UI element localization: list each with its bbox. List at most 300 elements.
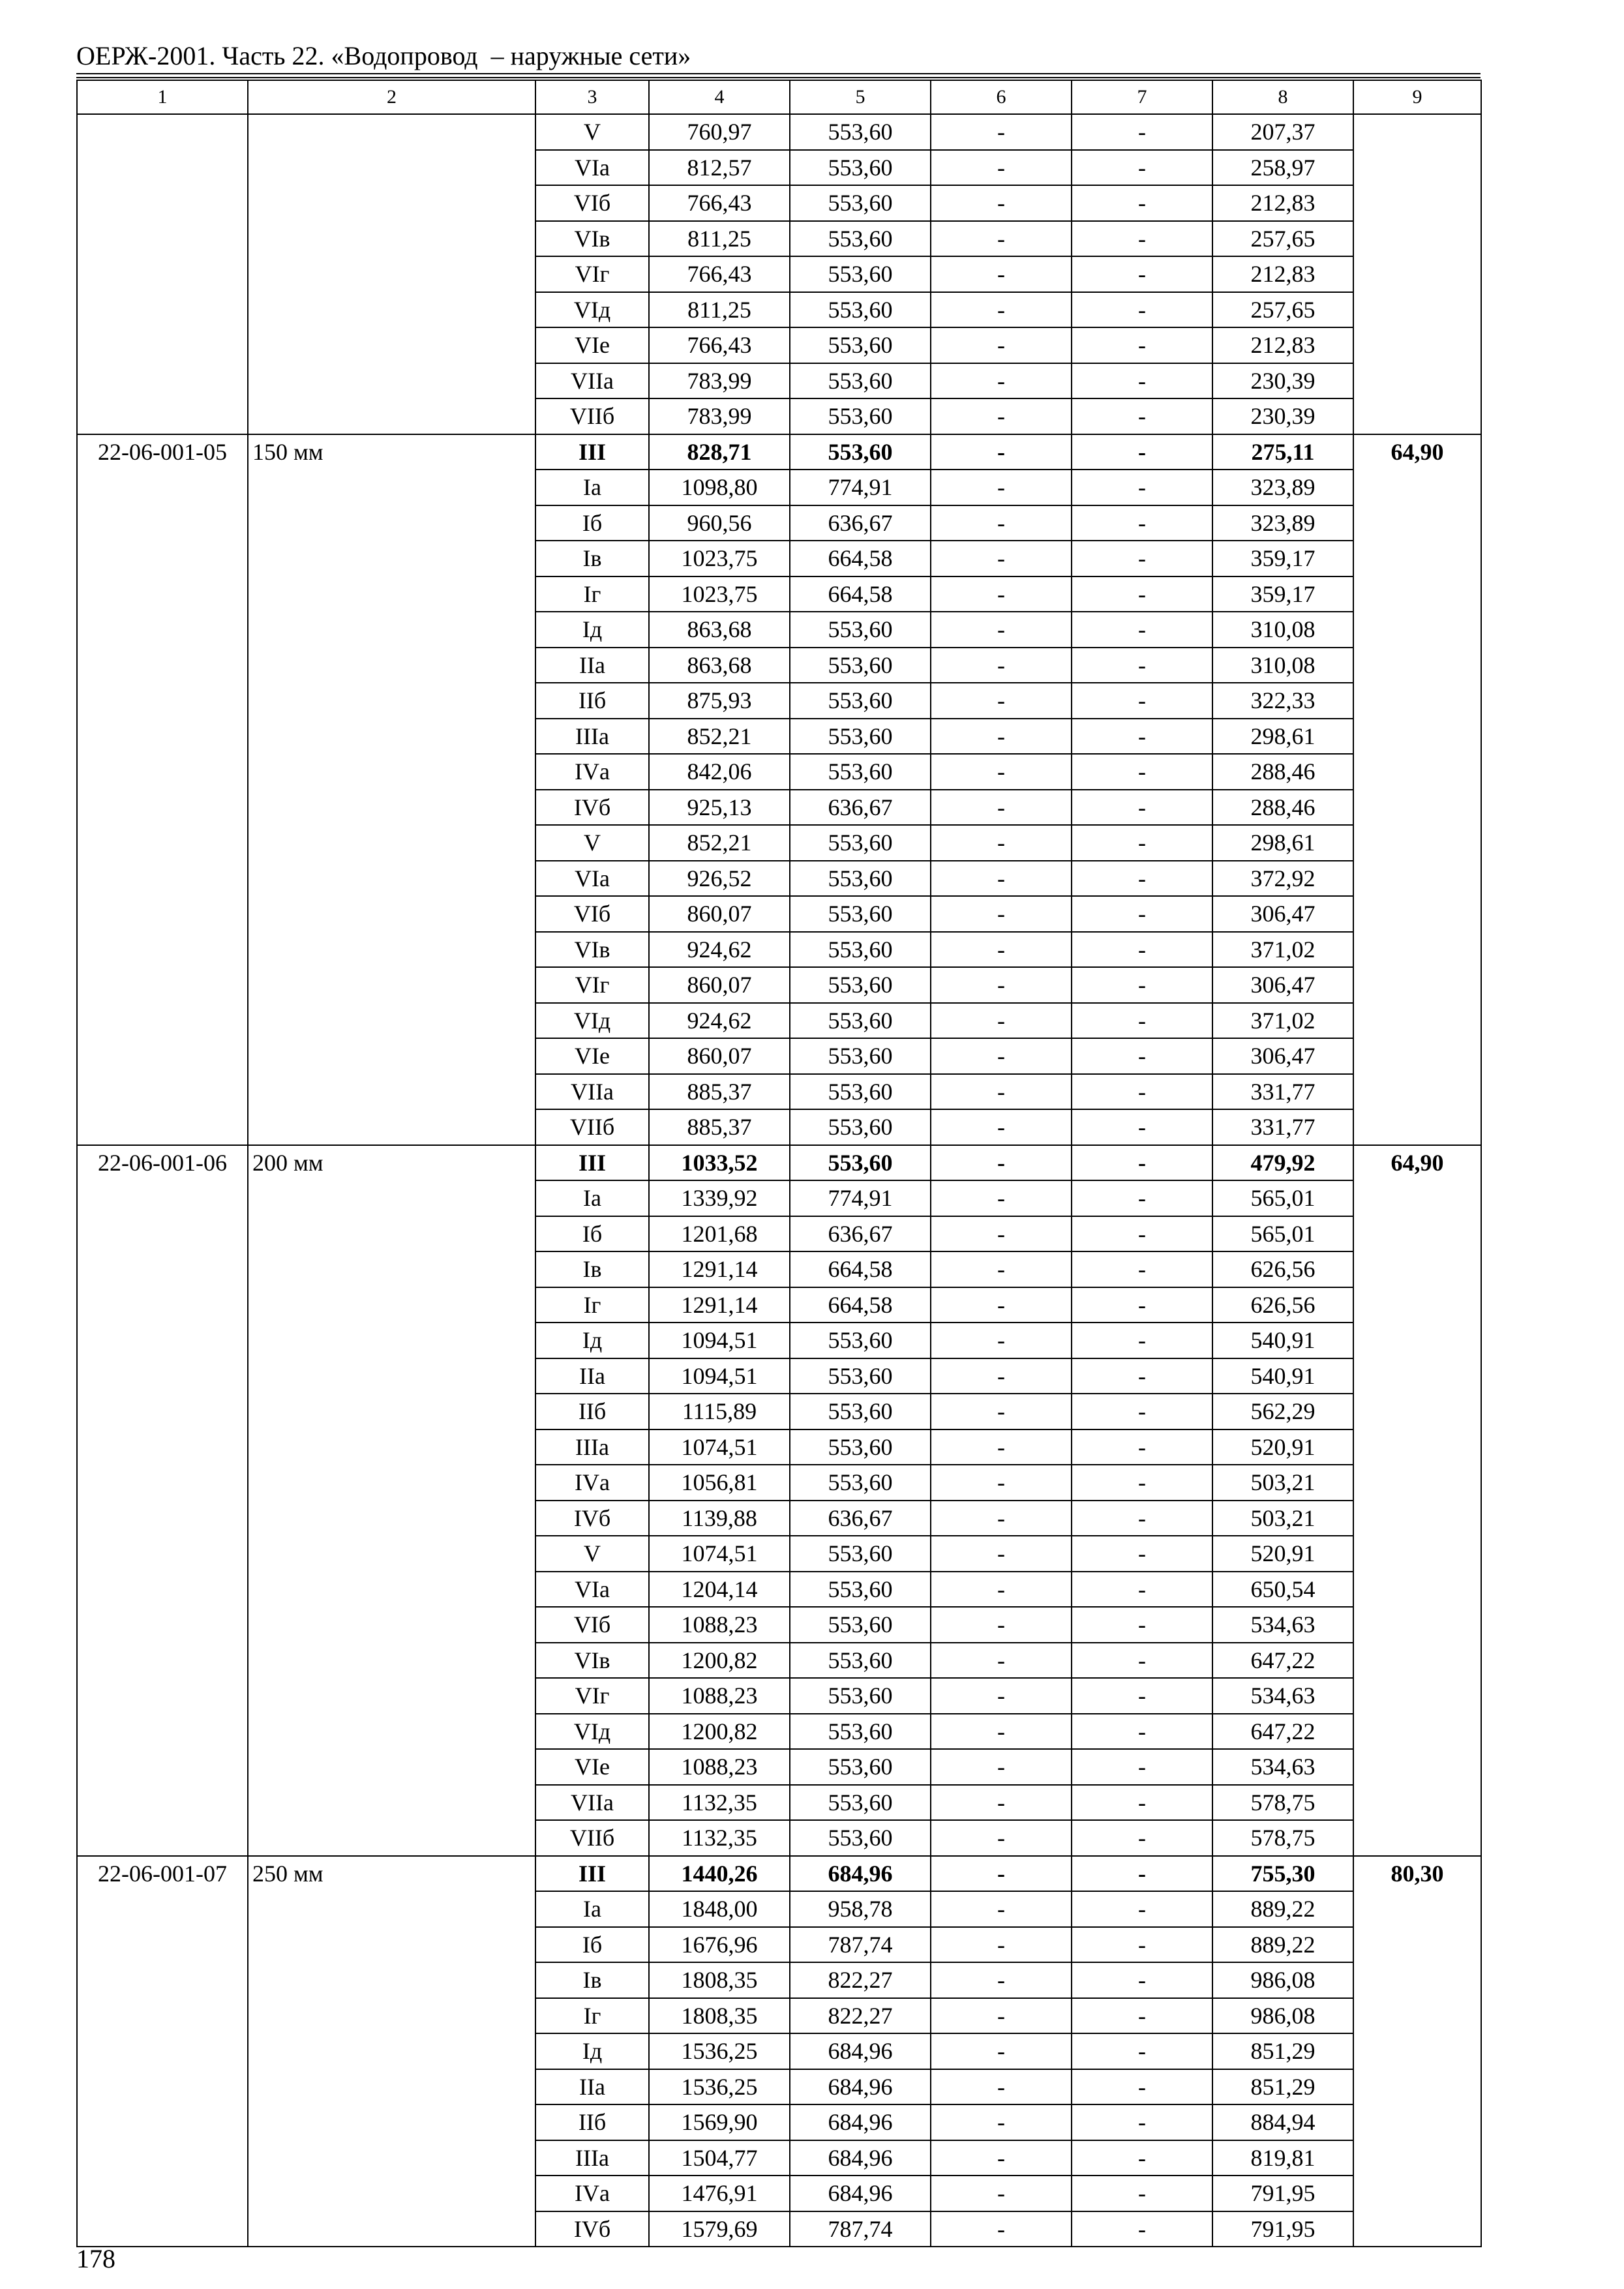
cell-col-9 [1353,2033,1481,2069]
cell-col-5: 553,60 [790,612,931,648]
rate-code-cell [77,363,248,399]
cell-col-6: - [931,292,1072,328]
cell-col-4: 860,07 [649,1038,790,1074]
cell-col-3: IIIа [535,719,649,755]
cell-col-5: 553,60 [790,434,931,470]
rate-code-cell [77,754,248,790]
pipe-diameter-cell [248,1501,535,1536]
cell-col-7: - [1072,2104,1212,2140]
table-row [77,1394,1481,1429]
page-header: ОЕРЖ-2001. Часть 22. «Водопровод – наружные сети» [76,41,691,70]
pipe-diameter-cell [248,1572,535,1608]
cell-col-4: 1023,75 [649,541,790,576]
cell-col-6: - [931,683,1072,719]
table-row [77,1109,1481,1145]
cell-col-8: 851,29 [1212,2033,1353,2069]
cell-col-6: - [931,1109,1072,1145]
table-row [77,896,1481,932]
cell-col-4: 1536,25 [649,2033,790,2069]
pipe-diameter-cell [248,327,535,363]
cell-col-9 [1353,150,1481,186]
rate-code-cell [77,825,248,861]
cell-col-5: 636,67 [790,505,931,541]
cell-col-5: 553,60 [790,185,931,221]
table-row [77,1714,1481,1750]
pipe-diameter-cell [248,1358,535,1394]
pipe-diameter-cell: 150 мм [248,434,535,470]
pipe-diameter-cell [248,292,535,328]
cell-col-7: - [1072,1607,1212,1643]
cell-col-4: 1536,25 [649,2069,790,2105]
rate-code-cell [77,1394,248,1429]
cell-col-4: 828,71 [649,434,790,470]
cell-col-7: - [1072,825,1212,861]
cell-col-3: VIа [535,861,649,897]
table-row [77,363,1481,399]
pipe-diameter-cell [248,1003,535,1039]
pipe-diameter-cell [248,1785,535,1821]
cell-col-5: 553,60 [790,1429,931,1465]
cell-col-5: 553,60 [790,754,931,790]
rate-code-cell [77,1465,248,1501]
cell-col-9 [1353,1074,1481,1110]
cell-col-5: 664,58 [790,541,931,576]
cell-col-8: 371,02 [1212,1003,1353,1039]
cell-col-3: VIа [535,1572,649,1608]
table-row [77,221,1481,257]
cell-col-5: 822,27 [790,1962,931,1998]
cell-col-6: - [931,327,1072,363]
cell-col-4: 1808,35 [649,1998,790,2034]
cell-col-5: 553,60 [790,1572,931,1608]
cell-col-6: - [931,2211,1072,2247]
cell-col-4: 1098,80 [649,470,790,505]
cell-col-5: 553,60 [790,1465,931,1501]
table-row [77,2033,1481,2069]
cell-col-5: 553,60 [790,1003,931,1039]
cell-col-9 [1353,648,1481,683]
cell-col-7: - [1072,1003,1212,1039]
cell-col-5: 636,67 [790,790,931,826]
table-row [77,327,1481,363]
cell-col-4: 766,43 [649,327,790,363]
table-row [77,1358,1481,1394]
cell-col-7: - [1072,1429,1212,1465]
cell-col-4: 860,07 [649,896,790,932]
cell-col-8: 986,08 [1212,1962,1353,1998]
cell-col-8: 258,97 [1212,150,1353,186]
rate-code-cell [77,932,248,968]
cell-col-9 [1353,363,1481,399]
cell-col-6: - [931,185,1072,221]
cell-col-3: VIв [535,932,649,968]
cell-col-4: 1676,96 [649,1927,790,1963]
rate-code-cell: 22-06-001-06 [77,1145,248,1181]
table-row [77,1038,1481,1074]
cell-col-9 [1353,612,1481,648]
cell-col-5: 958,78 [790,1891,931,1927]
cell-col-6: - [931,1643,1072,1679]
cell-col-5: 684,96 [790,2069,931,2105]
cell-col-9 [1353,221,1481,257]
pipe-diameter-cell [248,150,535,186]
cell-col-3: VIIа [535,1785,649,1821]
cell-col-8: 306,47 [1212,967,1353,1003]
cell-col-9 [1353,1820,1481,1856]
cell-col-9 [1353,541,1481,576]
rate-code-cell [77,719,248,755]
cell-col-7: - [1072,114,1212,150]
table-row [77,470,1481,505]
pipe-diameter-cell [248,967,535,1003]
rate-code-cell [77,1998,248,2034]
column-header-9: 9 [1353,80,1481,114]
cell-col-6: - [931,1394,1072,1429]
cell-col-8: 310,08 [1212,648,1353,683]
rate-code-cell [77,1287,248,1323]
cell-col-5: 774,91 [790,1180,931,1216]
cell-col-6: - [931,1714,1072,1750]
table-row [77,1323,1481,1358]
cell-col-7: - [1072,1358,1212,1394]
cell-col-7: - [1072,185,1212,221]
table-row [77,1678,1481,1714]
cell-col-5: 664,58 [790,1287,931,1323]
cell-col-9 [1353,398,1481,434]
cell-col-4: 852,21 [649,719,790,755]
cell-col-9 [1353,1394,1481,1429]
cell-col-6: - [931,1216,1072,1252]
rate-code-cell [77,576,248,612]
cell-col-7: - [1072,221,1212,257]
cell-col-3: VIIа [535,1074,649,1110]
cell-col-6: - [931,541,1072,576]
pipe-diameter-cell [248,1998,535,2034]
cell-col-5: 787,74 [790,2211,931,2247]
cell-col-4: 860,07 [649,967,790,1003]
table-row [77,1536,1481,1572]
rate-code-cell [77,292,248,328]
cell-col-6: - [931,861,1072,897]
cell-col-4: 1088,23 [649,1607,790,1643]
cell-col-7: - [1072,1180,1212,1216]
cell-col-8: 359,17 [1212,576,1353,612]
cell-col-9 [1353,1501,1481,1536]
cell-col-4: 1204,14 [649,1572,790,1608]
rate-code-cell [77,150,248,186]
cell-col-4: 1504,77 [649,2140,790,2176]
cell-col-6: - [931,150,1072,186]
pipe-diameter-cell [248,2069,535,2105]
cell-col-9 [1353,1038,1481,1074]
cell-col-8: 578,75 [1212,1820,1353,1856]
cell-col-3: IIа [535,1358,649,1394]
table-row [77,861,1481,897]
cell-col-8: 331,77 [1212,1074,1353,1110]
table-row [77,434,1481,470]
pipe-diameter-cell [248,1714,535,1750]
cell-col-9 [1353,1714,1481,1750]
rate-code-cell [77,1891,248,1927]
cell-col-3: VIв [535,1643,649,1679]
cell-col-7: - [1072,1038,1212,1074]
cell-col-9 [1353,1785,1481,1821]
cell-col-8: 534,63 [1212,1749,1353,1785]
rate-code-cell [77,327,248,363]
cell-col-7: - [1072,1927,1212,1963]
table-row [77,114,1481,150]
cell-col-3: Iб [535,505,649,541]
cell-col-4: 1023,75 [649,576,790,612]
cell-col-3: III [535,434,649,470]
cell-col-9 [1353,1003,1481,1039]
cell-col-8: 310,08 [1212,612,1353,648]
cell-col-6: - [931,1607,1072,1643]
cell-col-7: - [1072,967,1212,1003]
cell-col-5: 553,60 [790,327,931,363]
cell-col-5: 553,60 [790,292,931,328]
table-row [77,576,1481,612]
pipe-diameter-cell [248,683,535,719]
rate-code-cell: 22-06-001-05 [77,434,248,470]
table-row [77,967,1481,1003]
cell-col-5: 664,58 [790,1251,931,1287]
cell-col-7: - [1072,1856,1212,1892]
cell-col-5: 553,60 [790,114,931,150]
rate-code-cell [77,1358,248,1394]
cell-col-4: 875,93 [649,683,790,719]
pipe-diameter-cell [248,790,535,826]
pipe-diameter-cell: 250 мм [248,1856,535,1892]
cell-col-8: 372,92 [1212,861,1353,897]
cell-col-5: 553,60 [790,1678,931,1714]
cell-col-4: 1339,92 [649,1180,790,1216]
cell-col-6: - [931,1003,1072,1039]
cell-col-8: 889,22 [1212,1927,1353,1963]
cell-col-3: Iв [535,541,649,576]
pipe-diameter-cell [248,1678,535,1714]
cell-col-5: 664,58 [790,576,931,612]
cell-col-4: 885,37 [649,1074,790,1110]
cell-col-3: VIе [535,1038,649,1074]
cell-col-6: - [931,2033,1072,2069]
table-row [77,292,1481,328]
cell-col-9 [1353,2211,1481,2247]
cell-col-3: III [535,1856,649,1892]
cell-col-5: 553,60 [790,1607,931,1643]
cell-col-3: IIб [535,1394,649,1429]
header-rule-bottom [76,77,1481,78]
table-row [77,825,1481,861]
cell-col-5: 684,96 [790,1856,931,1892]
cell-col-5: 553,60 [790,1643,931,1679]
rate-code-cell [77,398,248,434]
cell-col-6: - [931,932,1072,968]
cell-col-7: - [1072,1785,1212,1821]
cell-col-9 [1353,1962,1481,1998]
table-row [77,932,1481,968]
cell-col-3: VIIб [535,398,649,434]
cell-col-7: - [1072,2176,1212,2211]
rate-code-cell [77,1927,248,1963]
cell-col-9 [1353,185,1481,221]
cell-col-7: - [1072,1962,1212,1998]
cell-col-3: Iб [535,1216,649,1252]
cell-col-7: - [1072,612,1212,648]
cell-col-5: 553,60 [790,1109,931,1145]
cell-col-7: - [1072,1145,1212,1181]
pipe-diameter-cell [248,1643,535,1679]
rate-code-cell [77,896,248,932]
cell-col-7: - [1072,1251,1212,1287]
rate-code-cell [77,1714,248,1750]
cell-col-7: - [1072,754,1212,790]
cell-col-8: 534,63 [1212,1607,1353,1643]
cell-col-8: 562,29 [1212,1394,1353,1429]
cell-col-3: VIг [535,256,649,292]
pipe-diameter-cell [248,932,535,968]
cell-col-9 [1353,2069,1481,2105]
cell-col-3: IVа [535,2176,649,2211]
cell-col-5: 553,60 [790,825,931,861]
cell-col-8: 331,77 [1212,1109,1353,1145]
cell-col-4: 924,62 [649,932,790,968]
cell-col-7: - [1072,1749,1212,1785]
cell-col-4: 1139,88 [649,1501,790,1536]
cell-col-9 [1353,967,1481,1003]
cell-col-7: - [1072,896,1212,932]
cell-col-8: 298,61 [1212,825,1353,861]
cell-col-9 [1353,1643,1481,1679]
table-header [77,80,1481,114]
cell-col-3: VIIб [535,1109,649,1145]
header-rule-top [76,73,1481,74]
pipe-diameter-cell [248,541,535,576]
cell-col-9 [1353,327,1481,363]
cell-col-6: - [931,363,1072,399]
cell-col-9 [1353,1429,1481,1465]
cell-col-3: VIе [535,1749,649,1785]
cell-col-9 [1353,2140,1481,2176]
cell-col-6: - [931,505,1072,541]
pipe-diameter-cell [248,505,535,541]
cell-col-5: 553,60 [790,896,931,932]
column-header-5: 5 [790,80,931,114]
pipe-diameter-cell [248,1216,535,1252]
cell-col-5: 553,60 [790,1714,931,1750]
cell-col-8: 298,61 [1212,719,1353,755]
column-header-4: 4 [649,80,790,114]
rate-code-cell [77,861,248,897]
cell-col-5: 684,96 [790,2140,931,2176]
pipe-diameter-cell [248,1323,535,1358]
cell-col-6: - [931,1358,1072,1394]
cell-col-3: VIд [535,1714,649,1750]
cell-col-9 [1353,1251,1481,1287]
cell-col-7: - [1072,1572,1212,1608]
cell-col-6: - [931,1074,1072,1110]
cell-col-3: Iа [535,470,649,505]
rate-code-cell [77,2104,248,2140]
pipe-diameter-cell [248,612,535,648]
cell-col-9 [1353,505,1481,541]
cell-col-8: 306,47 [1212,1038,1353,1074]
cell-col-8: 288,46 [1212,790,1353,826]
cell-col-9 [1353,1678,1481,1714]
cell-col-8: 534,63 [1212,1678,1353,1714]
cell-col-7: - [1072,790,1212,826]
table-row [77,505,1481,541]
cell-col-7: - [1072,719,1212,755]
cell-col-8: 626,56 [1212,1251,1353,1287]
table-row [77,1074,1481,1110]
cell-col-3: VIа [535,150,649,186]
cell-col-8: 578,75 [1212,1785,1353,1821]
table-body [77,114,1481,2247]
cell-col-8: 626,56 [1212,1287,1353,1323]
pipe-diameter-cell [248,2176,535,2211]
cell-col-7: - [1072,648,1212,683]
rate-code-cell [77,470,248,505]
page-number: 178 [76,2244,115,2273]
cell-col-3: IIа [535,2069,649,2105]
cell-col-8: 371,02 [1212,932,1353,968]
cell-col-6: - [931,1678,1072,1714]
cell-col-3: Iг [535,576,649,612]
column-header-3: 3 [535,80,649,114]
cell-col-4: 1291,14 [649,1287,790,1323]
cell-col-9 [1353,790,1481,826]
pipe-diameter-cell [248,861,535,897]
cell-col-7: - [1072,1714,1212,1750]
table-row [77,1287,1481,1323]
rate-code-cell [77,612,248,648]
rate-code-cell [77,1251,248,1287]
table-row [77,1998,1481,2034]
cell-col-5: 553,60 [790,150,931,186]
table-row [77,1962,1481,1998]
cell-col-5: 553,60 [790,1038,931,1074]
cell-col-7: - [1072,434,1212,470]
cell-col-5: 553,60 [790,861,931,897]
cell-col-9: 80,30 [1353,1856,1481,1892]
pipe-diameter-cell [248,754,535,790]
cell-col-6: - [931,1749,1072,1785]
pipe-diameter-cell [248,1074,535,1110]
cell-col-4: 885,37 [649,1109,790,1145]
rate-code-cell [77,967,248,1003]
table-row [77,150,1481,186]
cell-col-9 [1353,1216,1481,1252]
cell-col-6: - [931,825,1072,861]
cell-col-7: - [1072,683,1212,719]
cell-col-4: 925,13 [649,790,790,826]
cell-col-6: - [931,790,1072,826]
cell-col-5: 684,96 [790,2176,931,2211]
cell-col-7: - [1072,256,1212,292]
cell-col-8: 647,22 [1212,1714,1353,1750]
pipe-diameter-cell [248,256,535,292]
cell-col-9 [1353,1998,1481,2034]
rate-code-cell [77,2140,248,2176]
cell-col-6: - [931,221,1072,257]
cell-col-9 [1353,1109,1481,1145]
cell-col-5: 553,60 [790,967,931,1003]
cell-col-5: 553,60 [790,1785,931,1821]
pipe-diameter-cell [248,825,535,861]
cell-col-3: Iд [535,612,649,648]
cell-col-7: - [1072,2140,1212,2176]
